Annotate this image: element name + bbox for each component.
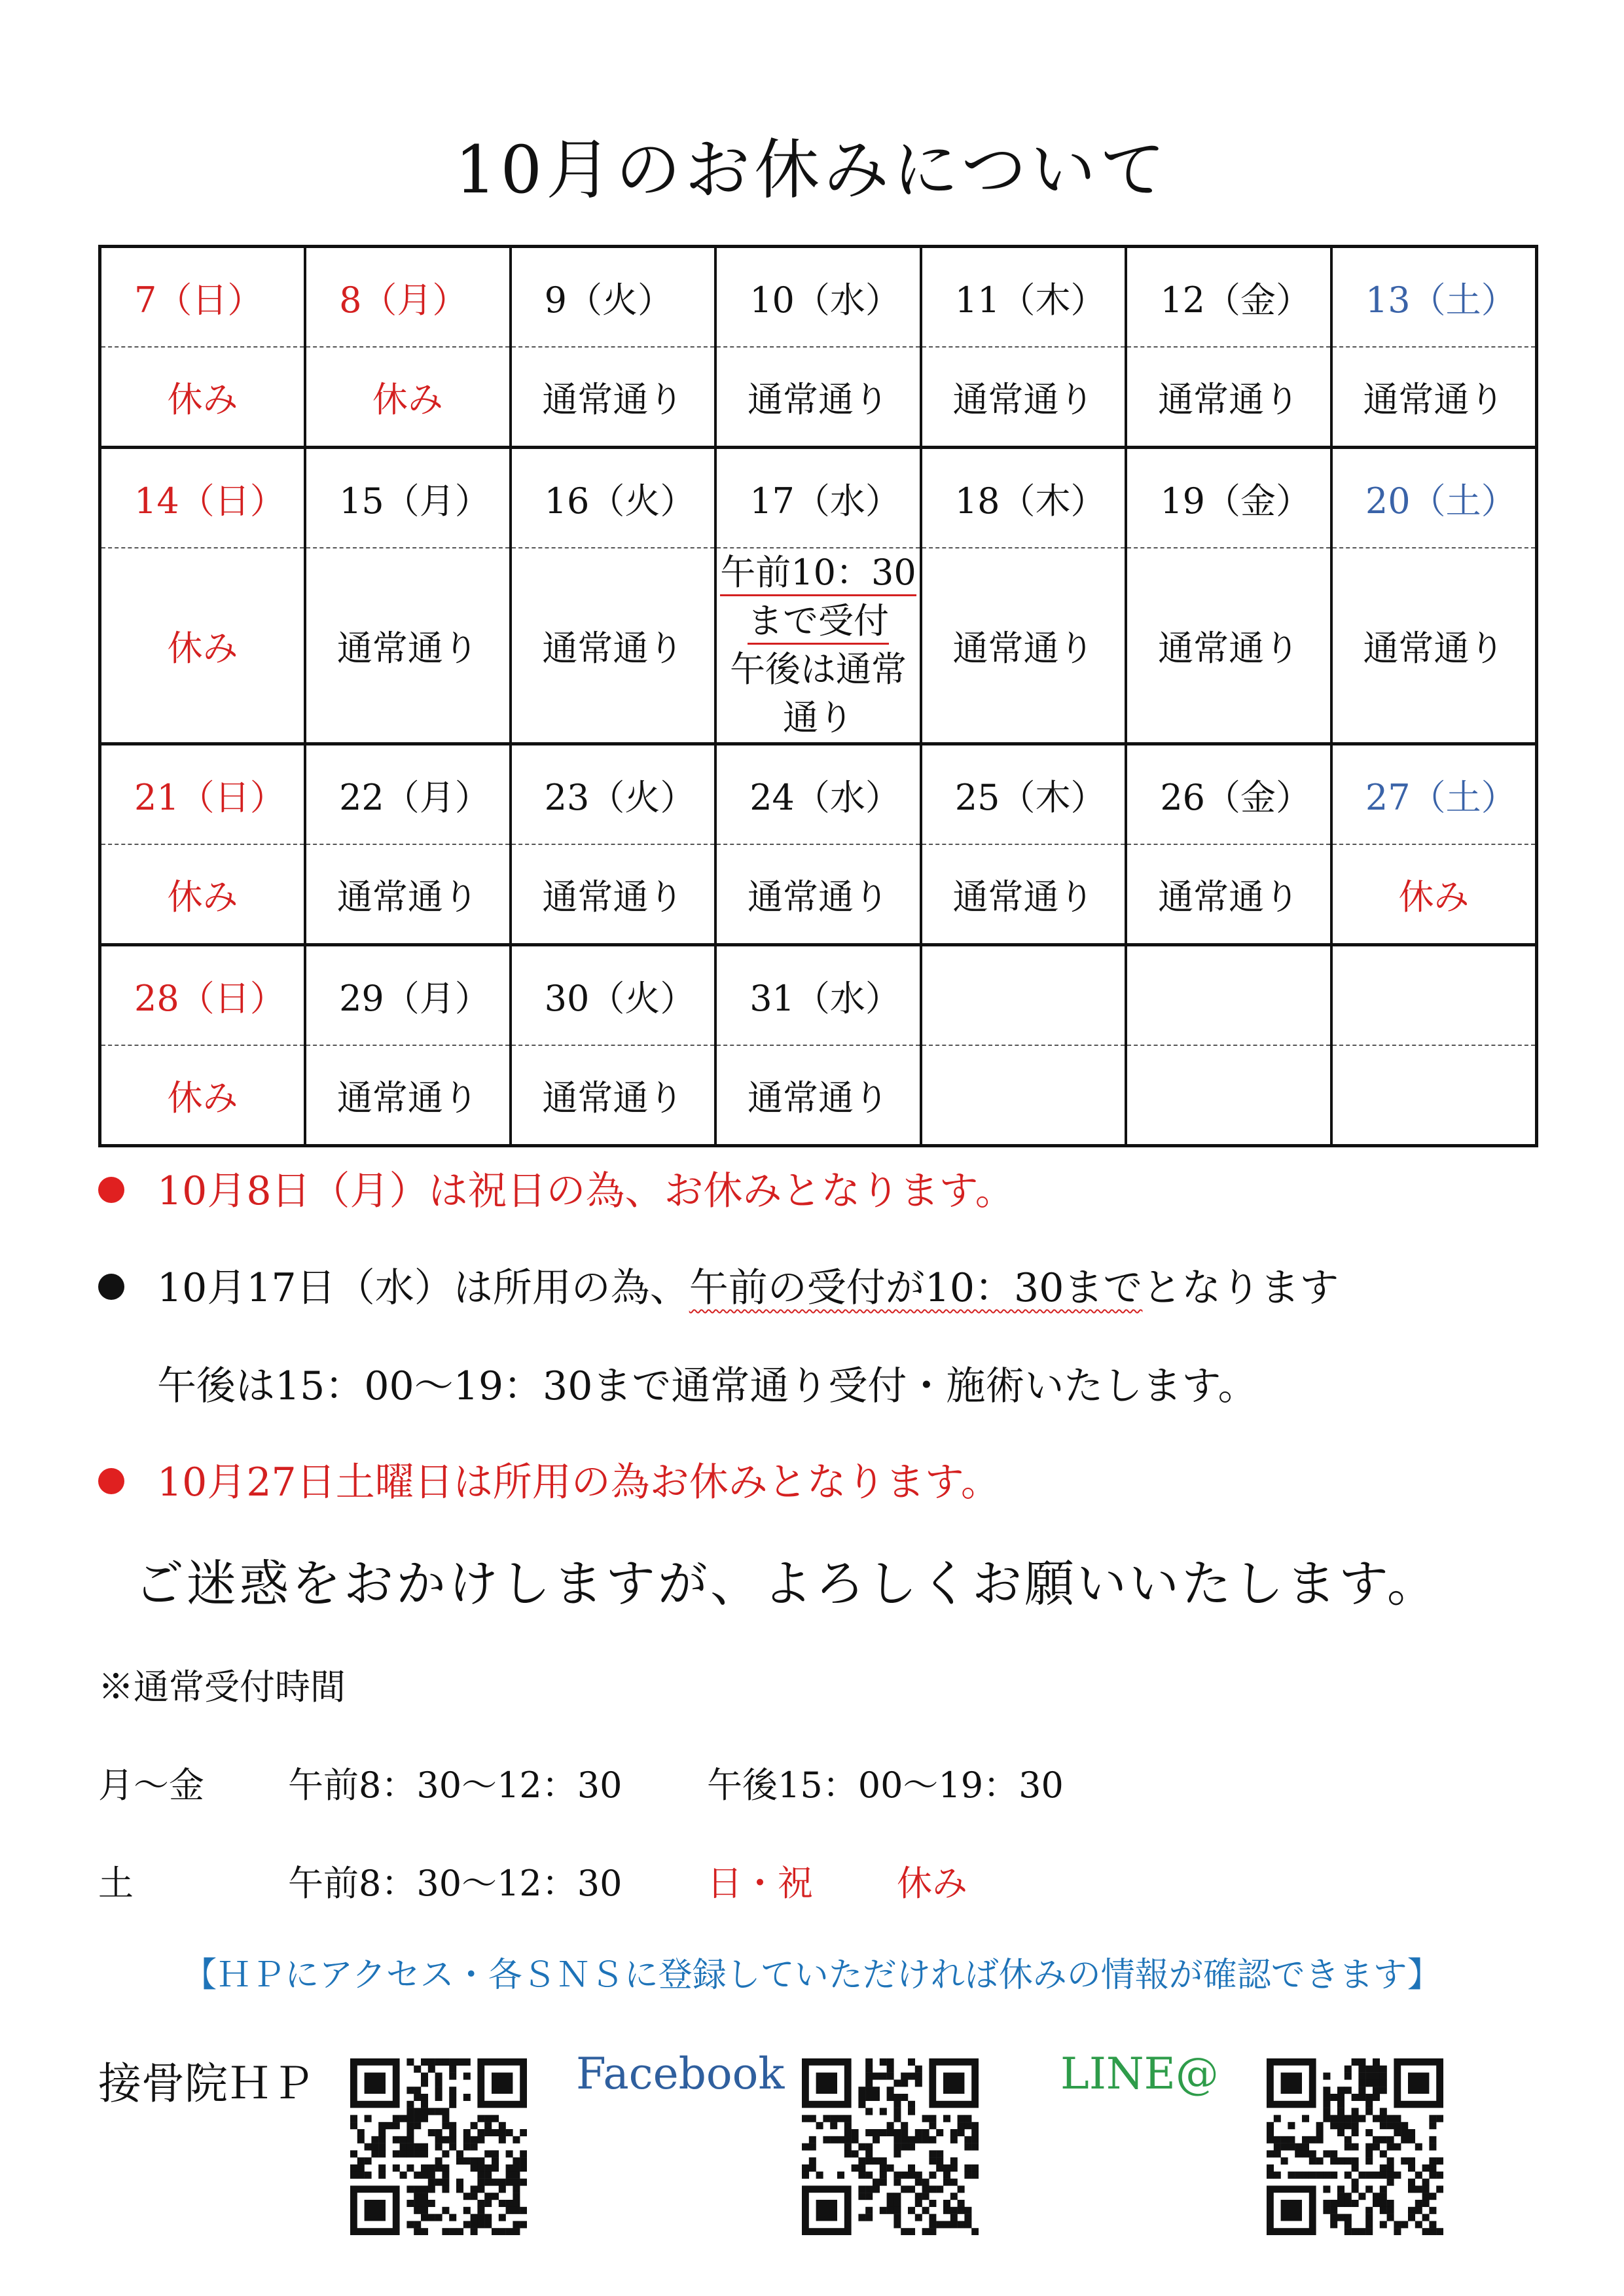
page-title: 10月のお休みについて: [454, 132, 1170, 208]
calendar-date-cell: 25（木）: [921, 744, 1127, 845]
hours-weekday-am: 午前8：30～12：30: [288, 1765, 623, 1806]
calendar-date-cell: 18（木）: [921, 448, 1127, 548]
sns-note: 【ＨＰにアクセス・各ＳＮＳに登録していただければ休みの情報が確認できます】: [183, 1956, 1441, 1995]
calendar-note-line: 午前10：30: [720, 552, 916, 596]
facebook-qr-code[interactable]: [802, 2058, 979, 2235]
calendar-date-cell: 9（火）: [511, 247, 716, 348]
notice-saturday: 10月27日土曜日は所用の為お休みとなります。: [98, 1456, 1538, 1509]
calendar-date-cell: 8（月）: [305, 247, 511, 348]
calendar-status-row: [100, 844, 1537, 945]
calendar-status-cell: 休み: [100, 548, 306, 744]
calendar-status-cell: 休み: [1331, 844, 1537, 945]
calendar-status-cell: 通常通り: [1331, 347, 1537, 448]
calendar-date-row: [100, 247, 1537, 348]
calendar-status-cell: [1331, 1045, 1537, 1146]
bullet-icon: [98, 1177, 124, 1203]
calendar-date-cell: 12（金）: [1126, 247, 1331, 348]
hours-holiday-value: 休み: [897, 1863, 967, 1904]
calendar-date-cell: 17（水）: [715, 448, 921, 548]
calendar-status-row: [100, 548, 1537, 744]
calendar-date-cell: 20（土）: [1331, 448, 1537, 548]
calendar-status-cell: 通常通り: [715, 347, 921, 448]
calendar-date-cell: 7（日）: [100, 247, 306, 348]
calendar-date-cell: [1331, 945, 1537, 1046]
calendar-status-cell: [715, 548, 921, 744]
calendar-status-cell: 通常通り: [1126, 347, 1331, 448]
calendar-date-cell: 29（月）: [305, 945, 511, 1046]
calendar-status-cell: 通常通り: [511, 1045, 716, 1146]
calendar-status-cell: 通常通り: [305, 548, 511, 744]
hours-sat-label: 土: [98, 1863, 134, 1904]
calendar-date-cell: 31（水）: [715, 945, 921, 1046]
hours-heading: ※通常受付時間: [98, 1666, 346, 1708]
hp-qr-code[interactable]: [350, 2058, 527, 2235]
notice-reception: 10月17日（水）は所用の為、午前の受付が10：30までとなります: [98, 1262, 1538, 1314]
notice-afternoon: 午後は15：00～19：30まで通常通り受付・施術いたします。: [157, 1363, 1257, 1409]
calendar-date-cell: 15（月）: [305, 448, 511, 548]
calendar-date-cell: 10（水）: [715, 247, 921, 348]
closing-message: ご迷惑をおかけしますが、よろしくお願いいたします。: [134, 1554, 1439, 1613]
calendar-date-cell: 28（日）: [100, 945, 306, 1046]
calendar-status-cell: 休み: [100, 844, 306, 945]
calendar-status-row: [100, 1045, 1537, 1146]
calendar-date-cell: 26（金）: [1126, 744, 1331, 845]
calendar-note-line: 午後は通常通り: [729, 649, 907, 738]
hours-weekday-pm: 午後15：00～19：30: [707, 1765, 1064, 1806]
calendar-date-cell: 24（水）: [715, 744, 921, 845]
calendar-date-cell: [921, 945, 1127, 1046]
bullet-icon: [98, 1274, 124, 1300]
calendar-date-cell: 22（月）: [305, 744, 511, 845]
calendar-status-cell: 休み: [305, 347, 511, 448]
holiday-calendar: [98, 245, 1538, 1147]
calendar-status-row: [100, 347, 1537, 448]
calendar-status-cell: 通常通り: [1331, 548, 1537, 744]
calendar-date-cell: 13（土）: [1331, 247, 1537, 348]
calendar-status-cell: 通常通り: [511, 844, 716, 945]
calendar-status-cell: 通常通り: [1126, 548, 1331, 744]
calendar-date-cell: 27（土）: [1331, 744, 1537, 845]
notice-holiday: 10月8日（月）は祝日の為、お休みとなります。: [98, 1165, 1538, 1217]
hours-weekday-label: 月～金: [98, 1765, 204, 1806]
calendar-date-cell: 16（火）: [511, 448, 716, 548]
hours-holiday-label: 日・祝: [707, 1863, 813, 1904]
calendar-status-cell: [921, 1045, 1127, 1146]
calendar-date-cell: 14（日）: [100, 448, 306, 548]
calendar-status-cell: 通常通り: [511, 347, 716, 448]
calendar-date-cell: 30（火）: [511, 945, 716, 1046]
underlined-text: 午前の受付が10：30まで: [689, 1265, 1143, 1311]
calendar-date-cell: 19（金）: [1126, 448, 1331, 548]
calendar-status-cell: 休み: [100, 347, 306, 448]
line-qr-code[interactable]: [1267, 2058, 1443, 2235]
calendar-date-cell: 11（木）: [921, 247, 1127, 348]
hp-label: 接骨院ＨＰ: [98, 2058, 314, 2109]
bullet-icon: [98, 1468, 124, 1494]
calendar-date-cell: 21（日）: [100, 744, 306, 845]
calendar-status-cell: 通常通り: [921, 347, 1127, 448]
calendar-date-row: [100, 744, 1537, 845]
hours-sat-am: 午前8：30～12：30: [288, 1863, 623, 1904]
calendar-status-cell: 通常通り: [305, 844, 511, 945]
line-label[interactable]: LINE@: [1060, 2049, 1219, 2099]
facebook-label[interactable]: Facebook: [576, 2049, 785, 2099]
calendar-status-cell: 通常通り: [305, 1045, 511, 1146]
calendar-date-cell: [1126, 945, 1331, 1046]
calendar-status-cell: 通常通り: [715, 1045, 921, 1146]
calendar-status-cell: 通常通り: [715, 844, 921, 945]
calendar-note-line: まで受付: [748, 600, 889, 645]
calendar-date-row: [100, 448, 1537, 548]
calendar-status-cell: 通常通り: [921, 548, 1127, 744]
calendar-status-cell: 通常通り: [921, 844, 1127, 945]
calendar-date-row: [100, 945, 1537, 1046]
calendar-status-cell: 通常通り: [1126, 844, 1331, 945]
calendar-status-cell: 通常通り: [511, 548, 716, 744]
calendar-status-cell: [1126, 1045, 1331, 1146]
calendar-status-cell: 休み: [100, 1045, 306, 1146]
calendar-date-cell: 23（火）: [511, 744, 716, 845]
